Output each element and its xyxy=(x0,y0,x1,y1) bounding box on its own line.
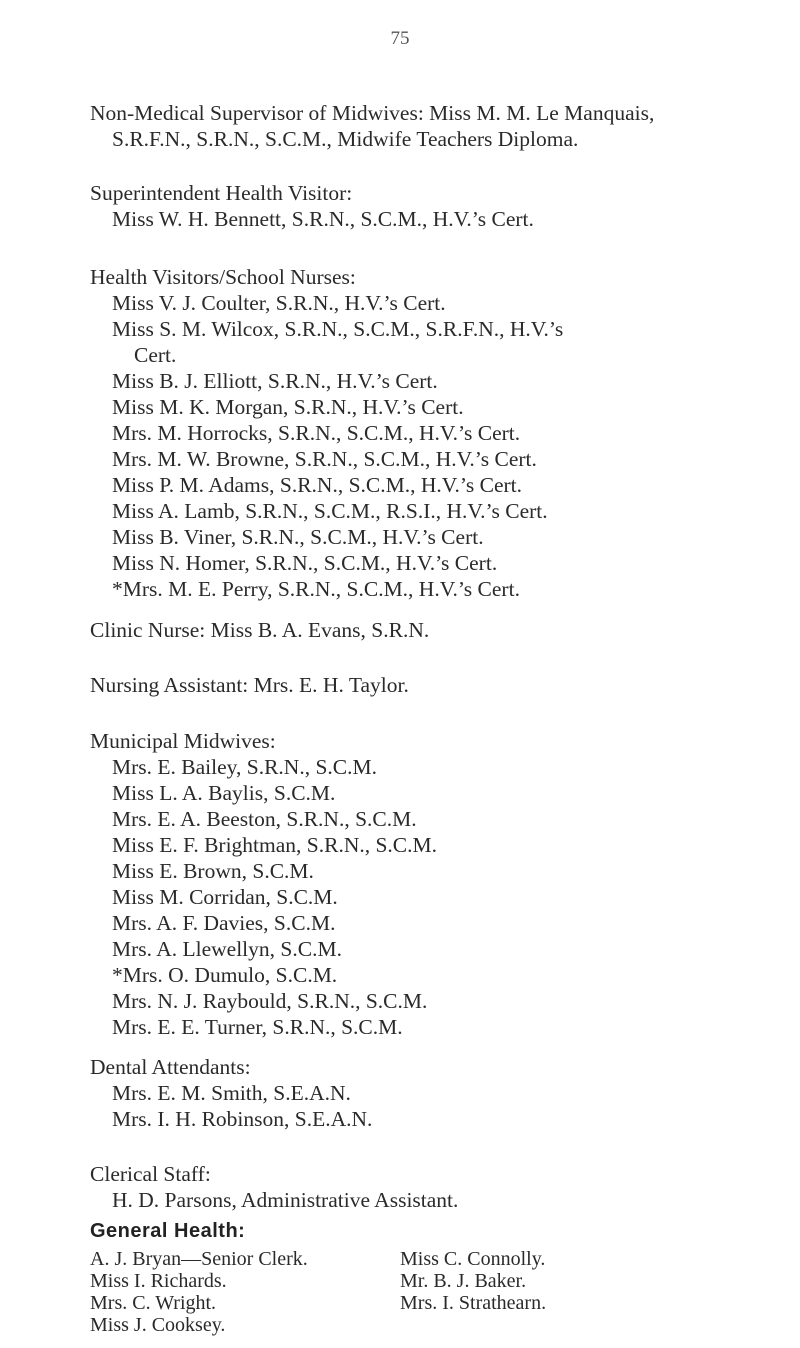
list-item: Miss M. K. Morgan, S.R.N., H.V.’s Cert. xyxy=(112,395,464,419)
list-item: Mrs. A. Llewellyn, S.C.M. xyxy=(112,937,342,961)
midwives-heading: Municipal Midwives: xyxy=(90,729,276,753)
dental-heading: Dental Attendants: xyxy=(90,1055,251,1079)
superintendent-heading: Superintendent Health Visitor: xyxy=(90,181,353,205)
health-visitors-section xyxy=(90,264,770,602)
list-item: Mrs. E. Bailey, S.R.N., S.C.M. xyxy=(112,755,377,779)
list-item: Mrs. I. H. Robinson, S.E.A.N. xyxy=(112,1107,373,1131)
list-item: Mrs. E. A. Beeston, S.R.N., S.C.M. xyxy=(112,807,417,831)
general-health-section xyxy=(90,1218,770,1244)
list-item: Mrs. N. J. Raybould, S.R.N., S.C.M. xyxy=(112,989,428,1013)
list-item: Mrs. A. F. Davies, S.C.M. xyxy=(112,911,336,935)
dental-section xyxy=(90,1054,770,1132)
list-item: Miss V. J. Coulter, S.R.N., H.V.’s Cert. xyxy=(112,291,446,315)
list-item: A. J. Bryan—Senior Clerk. xyxy=(90,1248,308,1270)
list-item: Mrs. E. E. Turner, S.R.N., S.C.M. xyxy=(112,1015,403,1039)
list-item: Miss B. Viner, S.R.N., S.C.M., H.V.’s Cert. xyxy=(112,525,484,549)
list-item: Miss L. A. Baylis, S.C.M. xyxy=(112,781,336,805)
general-health-list-continued xyxy=(400,1248,770,1314)
list-item: Miss I. Richards. xyxy=(90,1270,227,1292)
list-item: Miss P. M. Adams, S.R.N., S.C.M., H.V.’s Cert. xyxy=(112,473,522,497)
list-item: Miss S. M. Wilcox, S.R.N., S.C.M., S.R.F.N., H.V.’s xyxy=(112,317,564,341)
list-item: Mrs. E. M. Smith, S.E.A.N. xyxy=(112,1081,351,1105)
page-number: 75 xyxy=(390,28,410,49)
list-item: Miss E. Brown, S.C.M. xyxy=(112,859,314,883)
supervisor-line-1: Non-Medical Supervisor of Midwives: Miss M. M. Le Manquais, xyxy=(90,101,655,125)
superintendent-name: Miss W. H. Bennett, S.R.N., S.C.M., H.V.’s Cert. xyxy=(112,207,534,231)
list-item: Miss B. J. Elliott, S.R.N., H.V.’s Cert. xyxy=(112,369,438,393)
supervisor-section xyxy=(90,100,770,152)
list-item: Miss E. F. Brightman, S.R.N., S.C.M. xyxy=(112,833,438,857)
list-item: *Mrs. O. Dumulo, S.C.M. xyxy=(112,963,338,987)
general-health-heading: General Health: xyxy=(90,1220,246,1242)
clerical-section xyxy=(90,1161,770,1213)
clinic-nurse-section xyxy=(90,617,770,643)
supervisor-line-2: S.R.F.N., S.R.N., S.C.M., Midwife Teachers Diploma. xyxy=(112,127,579,151)
list-item: Mrs. I. Strathearn. xyxy=(400,1292,547,1314)
list-item: Mrs. M. W. Browne, S.R.N., S.C.M., H.V.’s Cert. xyxy=(112,447,537,471)
list-item: Miss J. Cooksey. xyxy=(90,1314,226,1336)
list-item-continuation: Cert. xyxy=(134,343,177,367)
list-item: Miss M. Corridan, S.C.M. xyxy=(112,885,338,909)
midwives-section xyxy=(90,728,770,1040)
nursing-assistant-line: Nursing Assistant: Mrs. E. H. Taylor. xyxy=(90,673,409,697)
list-item: Mrs. C. Wright. xyxy=(90,1292,217,1314)
list-item: Miss N. Homer, S.R.N., S.C.M., H.V.’s Cert. xyxy=(112,551,498,575)
nursing-assistant-section xyxy=(90,672,770,698)
list-item: *Mrs. M. E. Perry, S.R.N., S.C.M., H.V.’s Cert. xyxy=(112,577,520,601)
list-item: Miss C. Connolly. xyxy=(400,1248,546,1270)
clinic-nurse-line: Clinic Nurse: Miss B. A. Evans, S.R.N. xyxy=(90,618,430,642)
clerical-heading: Clerical Staff: xyxy=(90,1162,211,1186)
superintendent-section xyxy=(90,180,770,232)
list-item: Miss A. Lamb, S.R.N., S.C.M., R.S.I., H.V.’s Cert. xyxy=(112,499,548,523)
list-item: Mr. B. J. Baker. xyxy=(400,1270,527,1292)
list-item: H. D. Parsons, Administrative Assistant. xyxy=(112,1188,459,1212)
health-visitors-heading: Health Visitors/School Nurses: xyxy=(90,265,356,289)
list-item: Mrs. M. Horrocks, S.R.N., S.C.M., H.V.’s Cert. xyxy=(112,421,521,445)
